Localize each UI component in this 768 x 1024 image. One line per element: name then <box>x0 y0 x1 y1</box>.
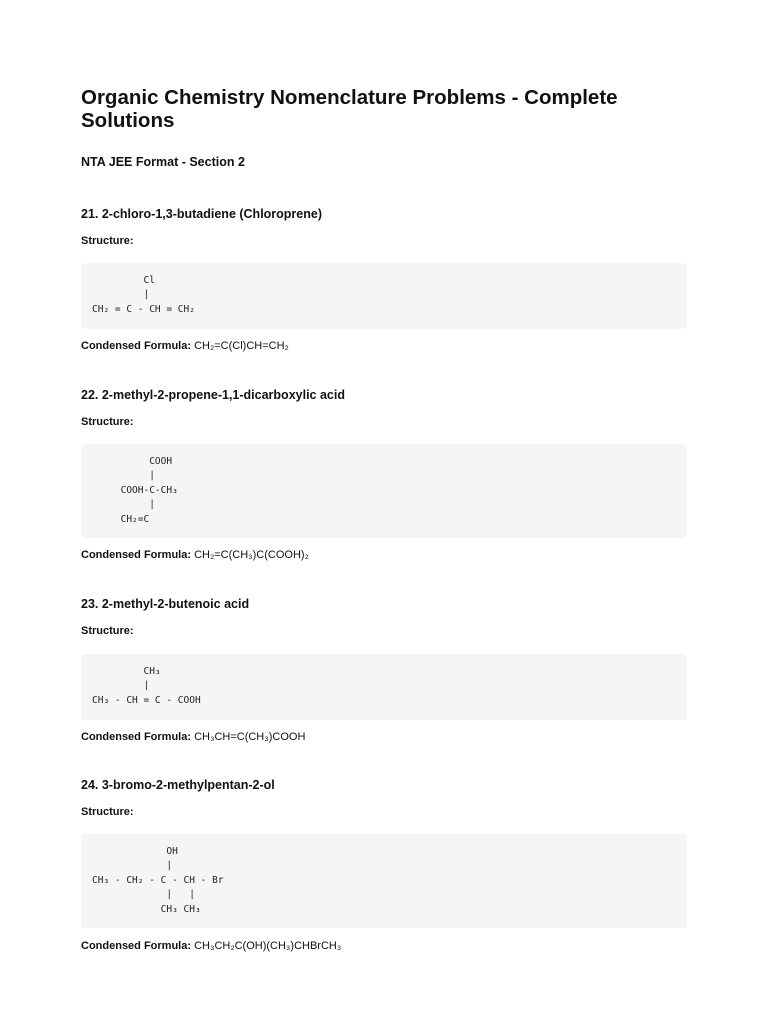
structure-block: CH₃ | CH₃ - CH = C - COOH <box>81 654 687 720</box>
structure-label: Structure: <box>81 416 134 428</box>
structure-label: Structure: <box>81 235 134 247</box>
formula-value: CH₃CH=C(CH₃)COOH <box>194 731 306 743</box>
problem-heading: 21. 2-chloro-1,3-butadiene (Chloroprene) <box>81 207 323 221</box>
page-subtitle: NTA JEE Format - Section 2 <box>81 155 245 169</box>
condensed-formula <box>81 340 289 352</box>
formula-value: CH₂=C(CH₃)C(COOH)₂ <box>194 549 309 561</box>
formula-label: Condensed Formula: <box>81 549 192 561</box>
structure-label: Structure: <box>81 625 134 637</box>
problem-heading: 23. 2-methyl-2-butenoic acid <box>81 597 250 611</box>
structure-label: Structure: <box>81 806 134 818</box>
page-title: Organic Chemistry Nomenclature Problems - Complete Solutions <box>81 86 618 132</box>
condensed-formula <box>81 940 341 952</box>
formula-label: Condensed Formula: <box>81 340 192 352</box>
condensed-formula <box>81 549 309 561</box>
problem-heading: 24. 3-bromo-2-methylpentan-2-ol <box>81 778 275 792</box>
problem-heading: 22. 2-methyl-2-propene-1,1-dicarboxylic acid <box>81 388 345 402</box>
condensed-formula <box>81 731 305 743</box>
formula-value: CH₃CH₂C(OH)(CH₃)CHBrCH₃ <box>194 940 342 952</box>
structure-block: Cl | CH₂ = C - CH = CH₂ <box>81 263 687 329</box>
formula-value: CH₂=C(Cl)CH=CH₂ <box>194 340 289 352</box>
structure-block: OH | CH₃ - CH₂ - C - CH - Br | | CH₃ CH₃ <box>81 834 687 928</box>
formula-label: Condensed Formula: <box>81 940 192 952</box>
formula-label: Condensed Formula: <box>81 731 192 743</box>
structure-block: COOH | COOH-C-CH₃ | CH₂=C <box>81 444 687 538</box>
